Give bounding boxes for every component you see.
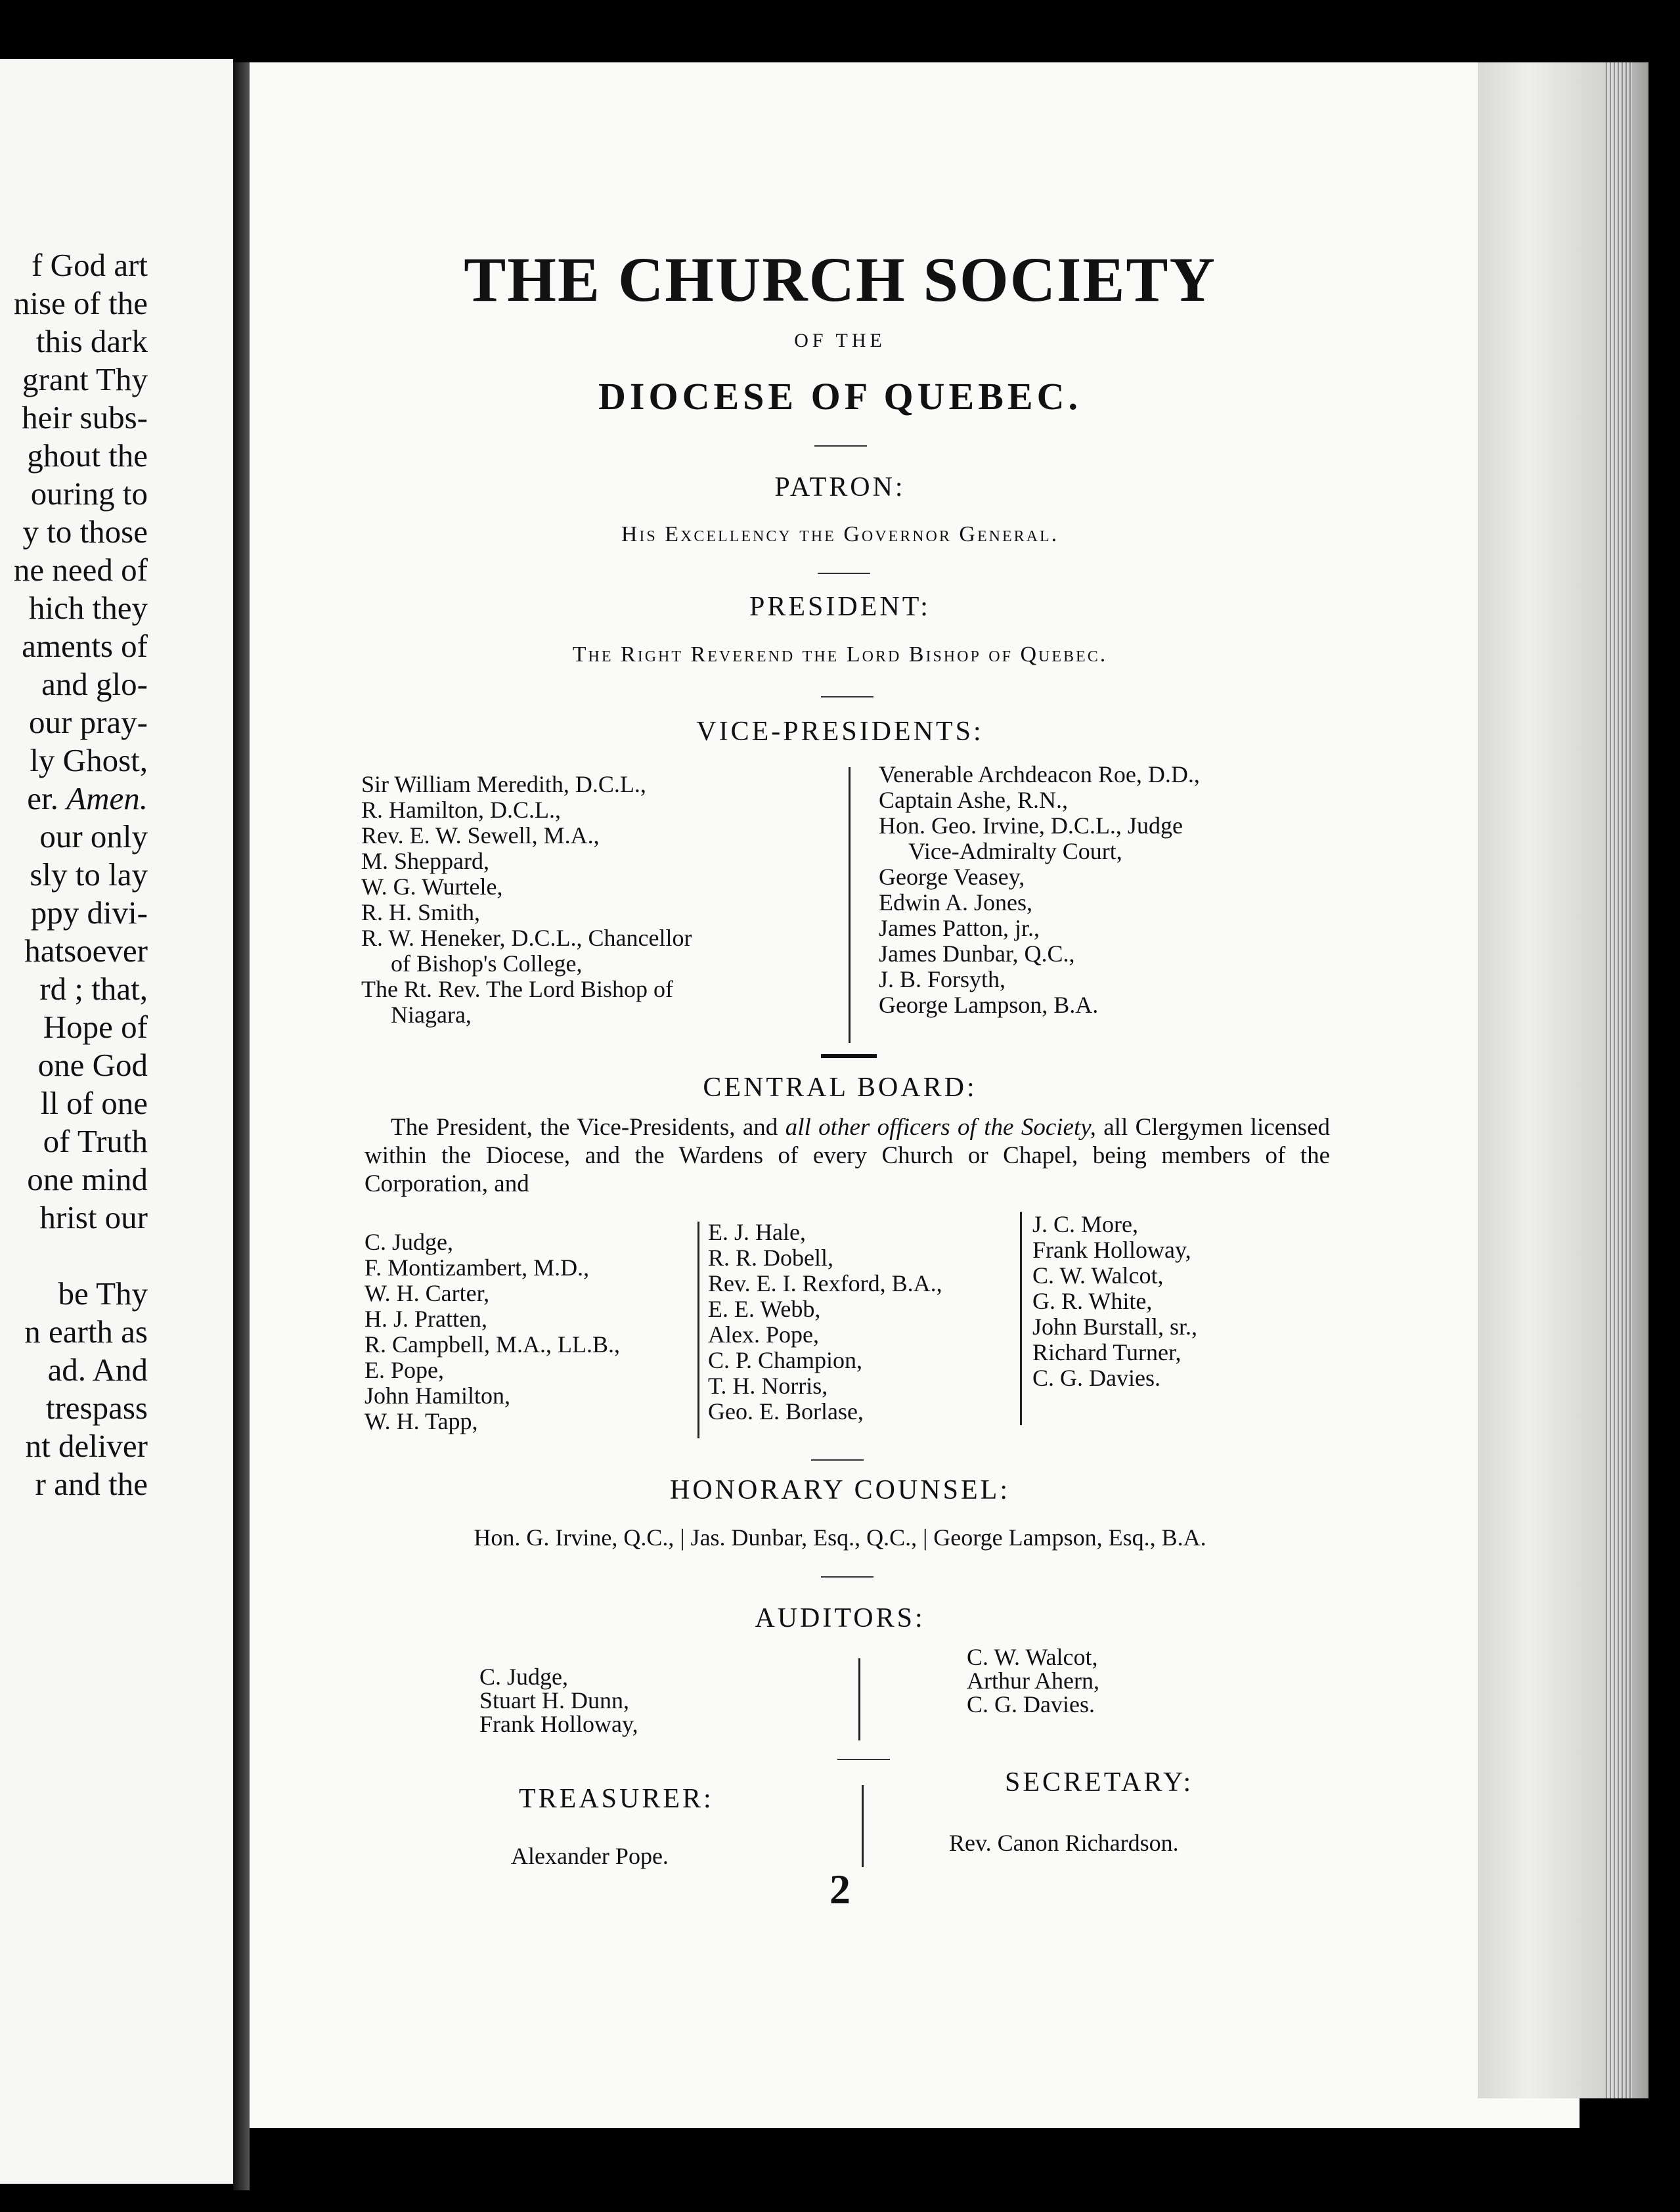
board-member: C. Judge, <box>365 1229 453 1255</box>
board-member: T. H. Norris, <box>708 1373 828 1399</box>
central-board-heading: CENTRAL BOARD: <box>703 1073 977 1103</box>
treasurer-heading: TREASURER: <box>519 1784 714 1814</box>
board-member: J. C. More, <box>1032 1211 1138 1237</box>
left-line: f God art <box>32 247 148 283</box>
vice-president-name: R. W. Heneker, D.C.L., Chancellor <box>361 925 692 951</box>
vice-president-name: George Veasey, <box>879 864 1025 890</box>
left-line: grant Thy <box>22 361 148 397</box>
left-line: ly Ghost, <box>30 742 148 778</box>
divider <box>814 445 867 447</box>
patron-heading: PATRON: <box>774 472 906 502</box>
left-line: ad. And <box>47 1352 148 1388</box>
honorary-counsel-names: Hon. G. Irvine, Q.C., | Jas. Dunbar, Esq., Q.C., | George Lampson, Esq., B.A. <box>474 1524 1206 1551</box>
vice-president-name: R. Hamilton, D.C.L., <box>361 797 561 823</box>
auditors-heading: AUDITORS: <box>755 1603 925 1633</box>
board-member: John Burstall, sr., <box>1032 1314 1198 1340</box>
board-member: C. G. Davies. <box>1032 1365 1161 1391</box>
board-member: Rev. E. I. Rexford, B.A., <box>708 1270 942 1296</box>
vice-presidents-heading: VICE-PRESIDENTS: <box>696 717 984 747</box>
vice-president-name: Venerable Archdeacon Roe, D.D., <box>879 761 1200 787</box>
divider <box>821 1576 873 1578</box>
left-line: ghout the <box>27 437 148 474</box>
vice-president-name: Niagara, <box>391 1002 472 1028</box>
board-member: W. H. Carter, <box>365 1280 490 1306</box>
auditors-right-column <box>967 1645 1099 1716</box>
vice-president-name: James Patton, jr., <box>879 915 1040 941</box>
board-member: E. Pope, <box>365 1357 444 1383</box>
secretary-heading: SECRETARY: <box>1005 1767 1194 1798</box>
vice-presidents-right-column <box>879 762 1200 1018</box>
left-line: our only <box>39 818 148 854</box>
vice-president-name: Rev. E. W. Sewell, M.A., <box>361 822 600 849</box>
left-line: n earth as <box>24 1314 148 1350</box>
intro-text: The President, the Vice-Presidents, and <box>391 1114 785 1141</box>
left-line: r and the <box>35 1466 148 1502</box>
central-board-column-2 <box>708 1220 942 1425</box>
left-line: aments of <box>22 628 148 664</box>
president-heading: PRESIDENT: <box>749 592 931 622</box>
board-member: Frank Holloway, <box>1032 1237 1191 1263</box>
auditor-name: C. W. Walcot, <box>967 1644 1098 1670</box>
intro-italic-text: all other officers of the Society, <box>785 1114 1096 1141</box>
treasurer-name: Alexander Pope. <box>511 1843 669 1869</box>
board-member: C. W. Walcot, <box>1032 1262 1164 1289</box>
left-line: nt deliver <box>25 1428 148 1464</box>
divider <box>837 1759 890 1760</box>
page-title: THE CHURCH SOCIETY <box>464 244 1216 315</box>
left-line: sly to lay <box>30 856 148 893</box>
divider <box>818 573 870 574</box>
vice-president-name: Vice-Admiralty Court, <box>908 838 1122 864</box>
left-line: ouring to <box>30 476 148 512</box>
left-line: trespass <box>45 1390 148 1426</box>
left-line: our pray- <box>29 704 148 740</box>
vice-president-name: Hon. Geo. Irvine, D.C.L., Judge <box>879 812 1183 839</box>
amen-italic: Amen. <box>66 780 148 816</box>
board-member: Geo. E. Borlase, <box>708 1398 864 1425</box>
left-line: hrist our <box>39 1199 148 1235</box>
board-member: Alex. Pope, <box>708 1321 819 1348</box>
vice-president-name: James Dunbar, Q.C., <box>879 940 1075 967</box>
board-member: Richard Turner, <box>1032 1339 1182 1365</box>
column-separator <box>697 1222 699 1438</box>
left-line: hatsoever <box>24 933 148 969</box>
left-line: ll of one <box>40 1085 148 1121</box>
left-line: ne need of <box>13 552 148 588</box>
left-line: be Thy <box>58 1275 148 1312</box>
left-line: heir subs- <box>22 399 148 435</box>
auditor-name: Arthur Ahern, <box>967 1668 1099 1694</box>
board-member: R. Campbell, M.A., LL.B., <box>365 1331 620 1358</box>
left-line: one God <box>37 1047 148 1083</box>
board-member: R. R. Dobell, <box>708 1245 834 1271</box>
central-board-column-3 <box>1032 1212 1197 1391</box>
vice-president-name: J. B. Forsyth, <box>879 966 1006 992</box>
auditors-left-column <box>479 1665 638 1736</box>
president-name: The Right Reverend the Lord Bishop of Quebec. <box>572 642 1108 667</box>
vice-president-name: Sir William Meredith, D.C.L., <box>361 771 646 797</box>
board-member: W. H. Tapp, <box>365 1408 478 1434</box>
left-line: hich they <box>29 590 148 626</box>
board-member: E. J. Hale, <box>708 1219 806 1245</box>
auditor-name: C. G. Davies. <box>967 1691 1095 1717</box>
auditor-name: C. Judge, <box>479 1664 568 1690</box>
left-line: one mind <box>27 1161 148 1197</box>
vice-president-name: Edwin A. Jones, <box>879 889 1032 916</box>
divider <box>821 696 873 697</box>
left-line: of Truth <box>43 1123 148 1159</box>
board-member: John Hamilton, <box>365 1382 510 1409</box>
central-board-column-1 <box>365 1229 620 1434</box>
central-board-intro <box>365 1113 1330 1198</box>
patron-name: His Excellency the Governor General. <box>621 522 1059 546</box>
column-separator <box>1020 1212 1022 1425</box>
auditor-name: Stuart H. Dunn, <box>479 1687 629 1714</box>
vice-president-name: George Lampson, B.A. <box>879 992 1099 1018</box>
left-page-text <box>14 246 148 1503</box>
vice-president-name: The Rt. Rev. The Lord Bishop of <box>361 976 673 1002</box>
column-separator <box>849 767 851 1043</box>
board-member: F. Montizambert, M.D., <box>365 1254 590 1281</box>
left-line: er. Amen. <box>27 780 148 816</box>
auditor-name: Frank Holloway, <box>479 1711 638 1737</box>
divider <box>811 1459 864 1461</box>
page-number: 2 <box>829 1866 851 1913</box>
left-line <box>14 1237 148 1275</box>
vice-president-name: W. G. Wurtele, <box>361 874 503 900</box>
left-line: and glo- <box>41 666 148 702</box>
left-line: nise of the <box>13 285 148 321</box>
title-connector: OF THE <box>794 330 886 351</box>
left-line: y to those <box>22 514 148 550</box>
vice-president-name: M. Sheppard, <box>361 848 489 874</box>
vice-president-name: R. H. Smith, <box>361 899 481 925</box>
vice-president-name: Captain Ashe, R.N., <box>879 787 1068 813</box>
secretary-name: Rev. Canon Richardson. <box>949 1830 1179 1856</box>
honorary-counsel-heading: HONORARY COUNSEL: <box>670 1475 1010 1505</box>
vice-presidents-left-column <box>361 772 692 1028</box>
vice-president-name: of Bishop's College, <box>391 950 583 977</box>
left-line: rd ; that, <box>39 971 148 1007</box>
board-member: C. P. Champion, <box>708 1347 863 1373</box>
diocese-title: DIOCESE OF QUEBEC. <box>598 375 1082 418</box>
board-member: H. J. Pratten, <box>365 1306 487 1332</box>
board-member: E. E. Webb, <box>708 1296 821 1322</box>
board-member: G. R. White, <box>1032 1288 1153 1314</box>
left-line: this dark <box>35 323 148 359</box>
column-separator <box>862 1785 864 1867</box>
divider <box>821 1054 877 1058</box>
left-line: Hope of <box>43 1009 148 1045</box>
intro-text: all Clergymen licensed within the Diocese, and the Wardens of every Church or Chapel, being members of the Corporation, and <box>365 1114 1330 1197</box>
left-line: ppy divi- <box>30 895 148 931</box>
column-separator <box>858 1658 860 1740</box>
